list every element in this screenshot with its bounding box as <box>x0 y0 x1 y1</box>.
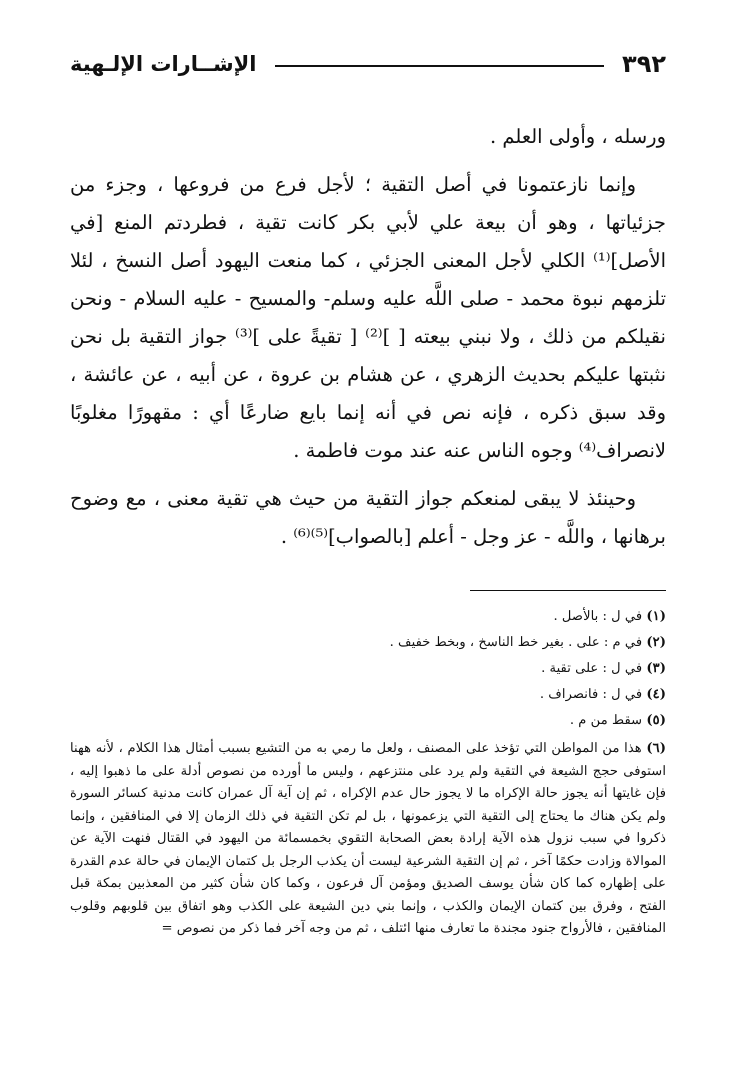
footnote <box>70 708 666 734</box>
paragraph: وحينئذ لا يبقى لمنعكم جواز التقية من حيث هي تقية معنى ، مع وضوح برهانها ، واللَّه - عز وجل - أعلم [بالصواب]⁽⁵⁾⁽⁶⁾ . <box>70 487 666 548</box>
footnote-text: في ل : فانصراف . <box>539 687 643 702</box>
footnote-separator <box>470 590 666 591</box>
footnote-text: هذا من المواطن التي تؤخذ على المصنف ، ولعل ما رمي به من التشيع بسبب أمثال هذا الكلام ، لأنه ههنا استوفى حجج الشيعة في التقية ولم يرد على منتزعهم ، وليس ما أورده من نصوص أدلة على ما ذهبوا إليه ، فإن غايتها أنه يجوز حالة الإكراه ما لا يجوز حال عدم الإكراه ، ثم إن آية آل عمران كانت مدنية كسائر السورة ولم يكن هناك ما يحتاج إلى التقية التي يزعمونها ، بل لم تكن التقية في ذلك الزمان إلا في المنافقين ، وإنما ذكروا في سبب نزول هذه الآية إرادة بعض الصحابة التقوي بخمسمائة من اليهود في القتال فنهت الآية عن الموالاة وزادت حكمًا آخر ، ثم إن التقية الشرعية ليست أن يكذب الرجل بل كتمان الإيمان في حالة عدم القدرة على إظهاره كما كان شأن يوسف الصديق ومؤمن آل فرعون ، وكما كان شأن كثير من المعذبين بمكة قبل الفتح ، وفرق بين كتمان الإيمان والكذب ، وإنما بني دين الشيعة على الكذب وهو اتفاق بين قلوبهم وقلوب المنافقين ، فالأرواح جنود مجندة ما تعارف منها ائتلف ، ثم من وجه آخر فما ذكر من نصوص = <box>70 741 666 936</box>
paragraph: ورسله ، وأولى العلم . <box>489 125 666 148</box>
footnote <box>70 604 666 630</box>
footnote-text: في م : على . بغير خط الناسخ ، وبخط خفيف . <box>389 635 643 650</box>
footnote <box>70 682 666 708</box>
footnote-text: في ل : بالأصل . <box>553 609 643 624</box>
footnote <box>70 738 666 941</box>
running-title: الإشــارات الإلـهية <box>70 52 257 76</box>
footnote-number: (٦) <box>646 741 666 756</box>
footnote-text: في ل : على تقية . <box>541 661 643 676</box>
page-header <box>70 44 666 84</box>
footnote-number: (١) <box>646 609 666 624</box>
header-rule <box>275 65 605 67</box>
footnote-number: (٥) <box>646 713 666 728</box>
footnotes <box>70 604 666 941</box>
footnote-number: (٢) <box>646 635 666 650</box>
main-text <box>70 118 666 556</box>
footnote-number: (٣) <box>646 661 666 676</box>
paragraph: وإنما نازعتمونا في أصل التقية ؛ لأجل فرع من فروعها ، وجزء من جزئياتها ، وهو أن بيعة علي لأبي بكر كانت تقية ، فطردتم المنع [في الأصل]⁽¹⁾ الكلي لأجل المعنى الجزئي ، كما منعت اليهود أصل النسخ ، لئلا تلزمهم نبوة محمد - صلى اللَّه عليه وسلم- والمسيح - عليه السلام - ونحن نقيلكم من ذلك ، ولا نبني بيعته [ ]⁽²⁾ [ تقيةً على ]⁽³⁾ جواز التقية بل نحن نثبتها عليكم بحديث الزهري ، عن هشام بن عروة ، عن أبيه ، عن عائشة ، وقد سبق ذكره ، فإنه نص في أنه إنما بايع ضارعًا أي : مقهورًا مغلوبًا لانصراف⁽⁴⁾ وجوه الناس عنه عند موت فاطمة . <box>70 173 666 462</box>
footnote-text: سقط من م . <box>569 713 643 728</box>
paragraph-gap <box>70 156 666 166</box>
paragraph-gap <box>70 470 666 480</box>
page-number: ٣٩٢ <box>622 50 666 78</box>
footnote <box>70 630 666 656</box>
footnote-number: (٤) <box>646 687 666 702</box>
footnote <box>70 656 666 682</box>
